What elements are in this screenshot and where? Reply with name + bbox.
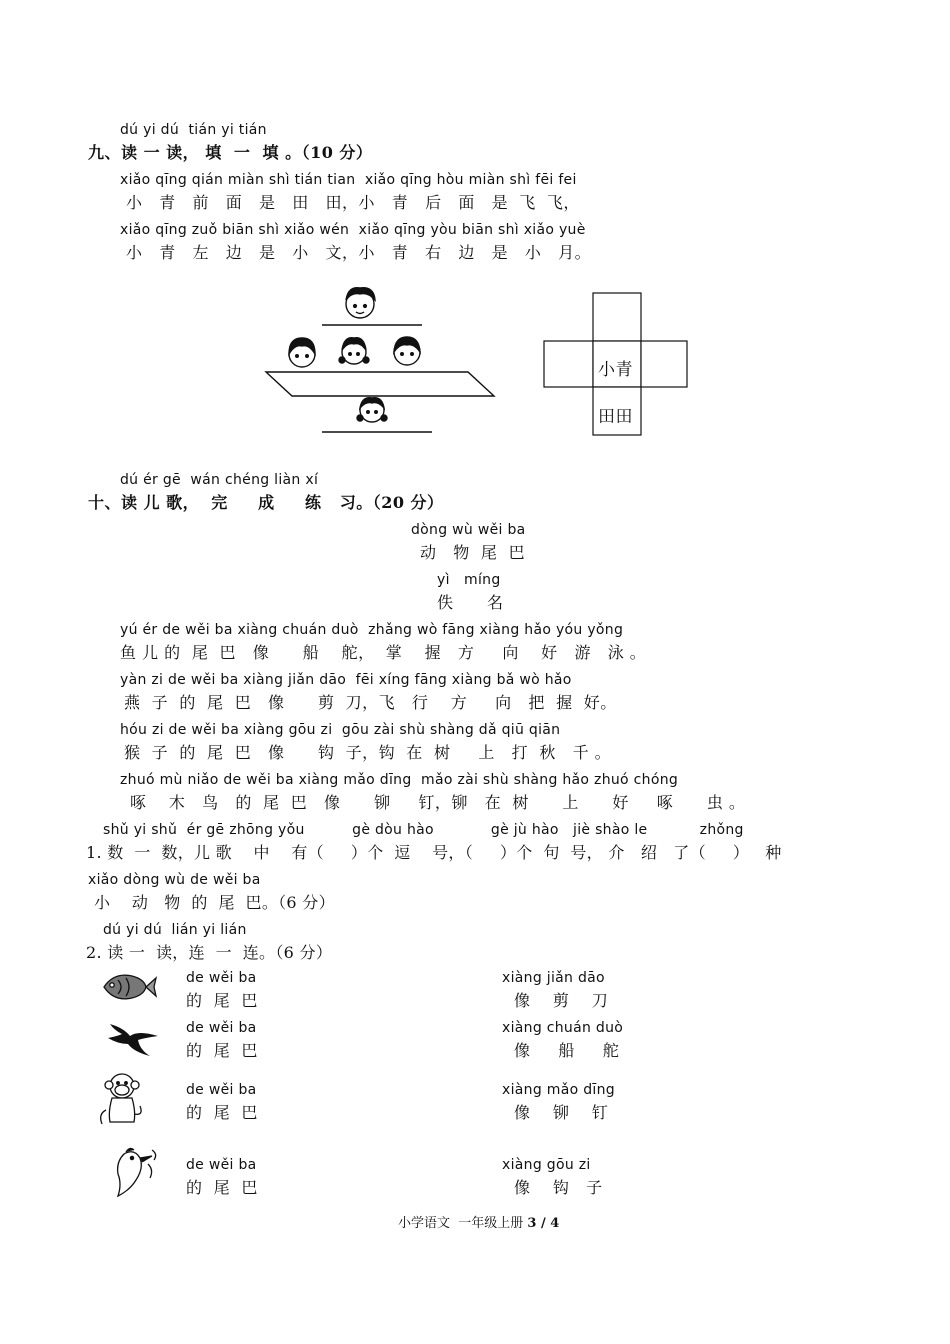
match-left-1-pinyin: de wěi ba — [186, 970, 257, 986]
match-right-1-text[interactable]: 像 剪 刀 — [514, 991, 609, 1010]
section9-title-pinyin: dú yi dú tián yi tián — [120, 122, 267, 138]
monkey-icon — [96, 1070, 148, 1128]
page-number: 3 / 4 — [527, 1216, 560, 1231]
match-left-2-pinyin: de wěi ba — [186, 1020, 257, 1036]
match-left-3-pinyin: de wěi ba — [186, 1082, 257, 1098]
section9-line1-pinyin: xiǎo qīng qián miàn shì tián tian xiǎo qīng hòu miàn shì fēi fei — [120, 172, 577, 188]
section9-line2-pinyin: xiǎo qīng zuǒ biān shì xiǎo wén xiǎo qīng yòu biān shì xiǎo yuè — [120, 222, 586, 238]
grid-cell-xiaoqing: 小青 — [598, 360, 633, 380]
verse2-text: 燕 子 的 尾 巴 像 剪 刀，飞 行 方 向 把 握 好。 — [124, 693, 617, 712]
match-left-1-text[interactable]: 的 尾 巴 — [186, 991, 258, 1010]
question2-text: 2. 读 一 读，连 一 连。（6 分） — [86, 943, 333, 962]
poem-author-pinyin: yì míng — [437, 572, 501, 588]
question1-cont-pinyin: xiǎo dòng wù de wěi ba — [88, 872, 261, 888]
fish-icon — [100, 968, 158, 1006]
section10-title: 十、读 儿 歌， 完 成 练 习。（20 分） — [88, 493, 444, 512]
match-right-3-text[interactable]: 像 铆 钉 — [514, 1103, 609, 1122]
match-left-3-text[interactable]: 的 尾 巴 — [186, 1103, 258, 1122]
verse2-pinyin: yàn zi de wěi ba xiàng jiǎn dāo fēi xíng fāng xiàng bǎ wò hǎo — [120, 672, 572, 688]
page-footer — [398, 1212, 559, 1231]
match-left-2-text[interactable]: 的 尾 巴 — [186, 1041, 258, 1060]
match-left-4-text[interactable]: 的 尾 巴 — [186, 1178, 258, 1197]
children-seating-illustration — [262, 280, 498, 440]
verse1-pinyin: yú ér de wěi ba xiàng chuán duò zhǎng wò fāng xiàng hǎo yóu yǒng — [120, 622, 624, 638]
poem-title-pinyin: dòng wù wěi ba — [411, 522, 526, 538]
section9-title: 九、读 一 读， 填 一 填 。（10 分） — [88, 143, 373, 162]
section10-title-pinyin: dú ér gē wán chéng liàn xí — [120, 472, 319, 488]
footer-text: 小学语文 一年级上册 — [398, 1216, 528, 1231]
question1-text: 1. 数 一 数，儿 歌 中 有（ ）个 逗 号，（ ）个 句 号， 介 绍 了（ ） 种 — [86, 843, 782, 862]
match-right-2-text[interactable]: 像 船 舵 — [514, 1041, 620, 1060]
match-right-1-pinyin: xiàng jiǎn dāo — [502, 970, 605, 986]
swallow-icon — [104, 1018, 160, 1058]
match-right-4-pinyin: xiàng gōu zi — [502, 1157, 591, 1173]
match-right-2-pinyin: xiàng chuán duò — [502, 1020, 624, 1036]
question1-pinyin: shǔ yi shǔ ér gē zhōng yǒu gè dòu hào gè jù hào jiè shào le zhǒng — [103, 822, 744, 838]
match-right-4-text[interactable]: 像 钩 子 — [514, 1178, 603, 1197]
grid-cell-tiantian: 田田 — [598, 407, 633, 427]
section9-line1-text: 小 青 前 面 是 田 田，小 青 后 面 是 飞 飞， — [126, 193, 580, 212]
question1-cont-text: 小 动 物 的 尾 巴。（6 分） — [94, 893, 335, 912]
match-right-3-pinyin: xiàng mǎo dīng — [502, 1082, 615, 1098]
match-left-4-pinyin: de wěi ba — [186, 1157, 257, 1173]
question2-pinyin: dú yi dú lián yi lián — [103, 922, 247, 938]
poem-title: 动 物 尾 巴 — [420, 543, 526, 562]
verse4-pinyin: zhuó mù niǎo de wěi ba xiàng mǎo dīng mǎo zài shù shàng hǎo zhuó chóng — [120, 772, 679, 788]
section9-line2-text: 小 青 左 边 是 小 文，小 青 右 边 是 小 月。 — [126, 243, 592, 262]
verse3-text: 猴 子 的 尾 巴 像 钩 子，钩 在 树 上 打 秋 千 。 — [124, 743, 612, 762]
verse1-text: 鱼 儿 的 尾 巴 像 船 舵， 掌 握 方 向 好 游 泳 。 — [120, 643, 647, 662]
poem-author: 佚 名 — [437, 593, 504, 612]
verse3-pinyin: hóu zi de wěi ba xiàng gōu zi gōu zài shù shàng dǎ qiū qiān — [120, 722, 561, 738]
verse4-text: 啄 木 鸟 的 尾 巴 像 铆 钉，铆 在 树 上 好 啄 虫 。 — [130, 793, 746, 812]
woodpecker-icon — [104, 1144, 160, 1200]
